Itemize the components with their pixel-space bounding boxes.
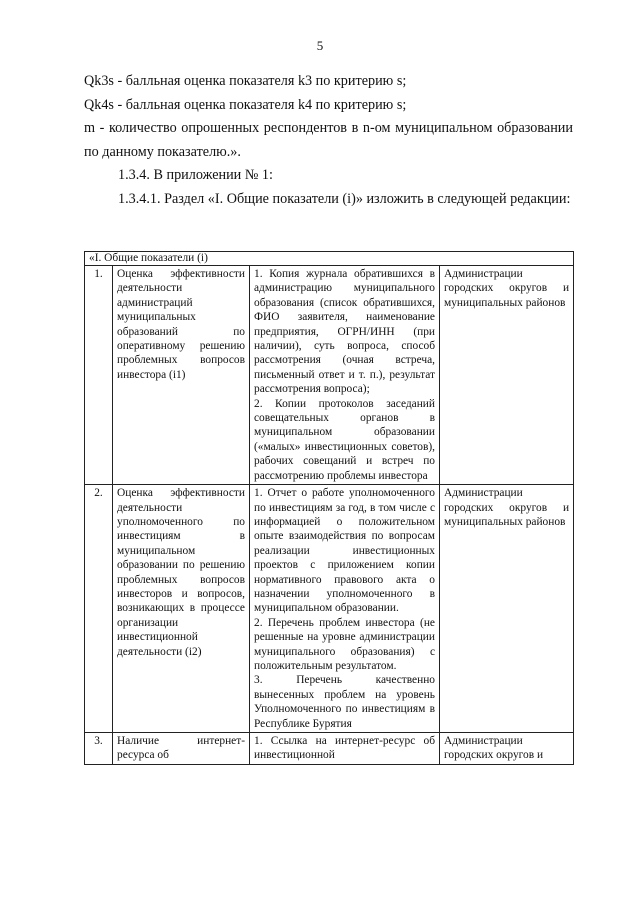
paragraph-m-definition: m - количество опрошенных респондентов в n-ом муниципальном образовании по данному показателю.».	[84, 120, 573, 160]
paragraph-section-1-3-4: 1.3.4. В приложении № 1:	[118, 167, 273, 183]
paragraph-section-1-3-4-1: 1.3.4.1. Раздел «I. Общие показатели (i)» изложить в следующей редакции:	[118, 190, 571, 207]
body-text	[84, 70, 573, 211]
responsible-cell: Администрации городских округов и муниципальных районов	[440, 485, 574, 733]
row-number: 3.	[85, 733, 113, 765]
indicator-cell: Оценка эффективности деятельности администраций муниципальных образований по оперативному решению проблемных вопросов инвестора (i1)	[113, 266, 250, 485]
document-item: 2. Перечень проблем инвестора (не решенные на уровне администрации муниципального образования) с положительным результатом.	[254, 616, 435, 672]
document-item: 1. Ссылка на интернет-ресурс об инвестиционной	[254, 735, 435, 762]
indicators-table	[84, 251, 574, 765]
document-item: 3. Перечень качественно вынесенных проблем на уровень Уполномоченного по инвестициям в Республике Бурятия	[254, 674, 435, 730]
paragraph-qk4s: Qk4s - балльная оценка показателя k4 по критерию s;	[84, 96, 407, 113]
paragraph-qk3s: Qk3s - балльная оценка показателя k3 по критерию s;	[84, 73, 407, 89]
document-item: 1. Отчет о работе уполномоченного по инвестициям за год, в том числе с информацией о положительном опыте взаимодействия по вопросам реализации инвестиционных проектов с приложением копии нормативного правового акта о назначении уполномоченного в муниципальном образовании.	[254, 487, 435, 615]
documents-cell	[250, 733, 440, 765]
page-number: 5	[316, 38, 324, 53]
table-row	[85, 485, 574, 733]
row-number: 1.	[85, 266, 113, 485]
document-item: 1. Копия журнала обратившихся в администрацию муниципального образования (список обратившихся, ФИО заявителя, наименование предприятия, ОГРН/ИНН (при наличии), суть вопроса, способ рассмотрения (очная встреча, письменный ответ и т. п.), результат рассмотрения вопроса);	[254, 268, 435, 396]
table-header-row	[85, 252, 574, 266]
documents-cell	[250, 485, 440, 733]
table-row	[85, 733, 574, 765]
documents-cell	[250, 266, 440, 485]
responsible-cell: Администрации городских округов и муниципальных районов	[440, 266, 574, 485]
row-number: 2.	[85, 485, 113, 733]
indicator-cell: Наличие интернет-ресурса об	[113, 733, 250, 765]
responsible-cell: Администрации городских округов и	[440, 733, 574, 765]
table-section-header: «I. Общие показатели (i)	[85, 252, 574, 266]
indicator-cell: Оценка эффективности деятельности уполномоченного по инвестициям в муниципальном образовании по решению проблемных вопросов инвесторов и вопросов, возникающих в процессе организации инвестиционной деятельности (i2)	[113, 485, 250, 733]
document-item: 2. Копии протоколов заседаний совещательных органов в муниципальном образовании («малых» инвестиционных советов), рабочих совещаний и встреч по рассмотрению проблемы инвестора	[254, 397, 435, 482]
table-row	[85, 266, 574, 485]
